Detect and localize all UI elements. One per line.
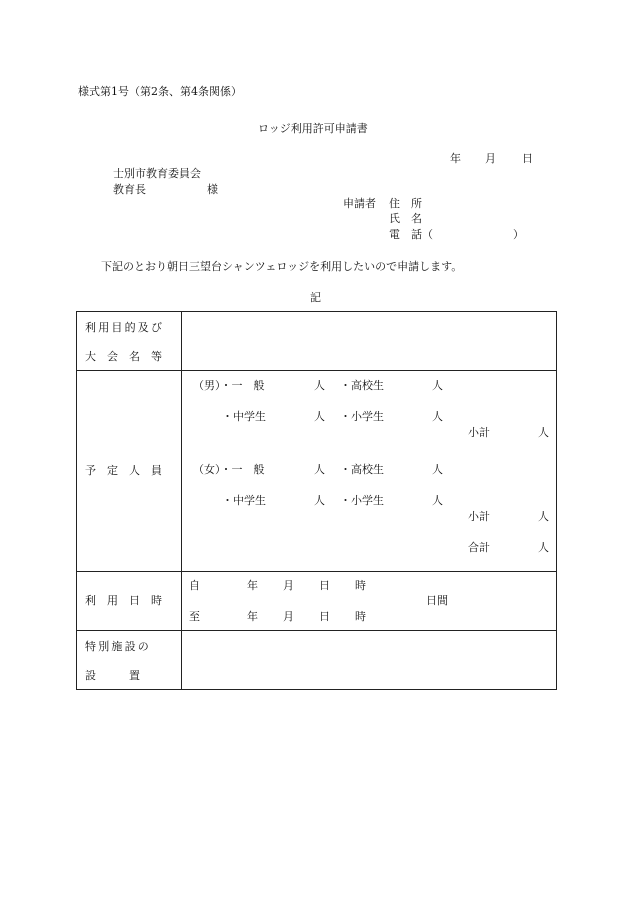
people-label: 予 定 人 員 <box>85 464 162 477</box>
address-label: 住 所 <box>389 197 422 210</box>
phone-close: ） <box>513 228 524 241</box>
from-day: 日 <box>319 579 330 592</box>
date-year-label: 年 <box>450 152 461 165</box>
addressee-org: 士別市教育委員会 <box>113 167 201 180</box>
date-day-label: 日 <box>522 152 533 165</box>
female-middle-label: ・中学生 <box>222 494 266 507</box>
to-month: 月 <box>283 610 294 623</box>
from-month: 月 <box>283 579 294 592</box>
purpose-label-line1: 利用目的及び <box>85 321 165 334</box>
male-subtotal-label: 小計 <box>468 426 490 439</box>
male-middle-label: ・中学生 <box>222 410 266 423</box>
phone-label: 電 話（ <box>389 228 433 241</box>
male-middle-unit: 人 <box>314 410 325 423</box>
honorific: 様 <box>207 183 218 196</box>
male-general-label: （男）・一 般 <box>193 379 265 392</box>
date-label: 利 用 日 時 <box>85 594 162 607</box>
form-title: ロッジ利用許可申請書 <box>258 122 368 135</box>
to-year: 年 <box>247 610 258 623</box>
total-unit: 人 <box>538 541 549 554</box>
applicant-label: 申請者 <box>343 197 376 210</box>
female-general-unit: 人 <box>314 463 325 476</box>
facility-label-line1: 特別施設の <box>85 640 151 653</box>
from-year: 年 <box>247 579 258 592</box>
female-high-label: ・高校生 <box>340 463 384 476</box>
female-subtotal-label: 小計 <box>468 510 490 523</box>
ki-label: 記 <box>310 291 321 304</box>
table-rule <box>76 571 557 572</box>
total-label: 合計 <box>468 541 490 554</box>
table-rule <box>76 370 557 371</box>
table-border-top <box>76 311 557 312</box>
male-elem-unit: 人 <box>432 410 443 423</box>
male-high-label: ・高校生 <box>340 379 384 392</box>
from-hour: 時 <box>355 579 366 592</box>
purpose-label-line2: 大 会 名 等 <box>85 350 162 363</box>
table-border-bottom <box>76 689 557 690</box>
form-number: 様式第1号（第2条、第4条関係） <box>78 85 242 98</box>
to-label: 至 <box>189 610 200 623</box>
male-high-unit: 人 <box>432 379 443 392</box>
days-label: 日間 <box>426 594 448 607</box>
male-subtotal-unit: 人 <box>538 426 549 439</box>
male-elem-label: ・小学生 <box>340 410 384 423</box>
name-label: 氏 名 <box>389 212 422 225</box>
table-divider <box>181 311 182 690</box>
female-general-label: （女）・一 般 <box>193 463 265 476</box>
female-subtotal-unit: 人 <box>538 510 549 523</box>
to-day: 日 <box>319 610 330 623</box>
female-elem-unit: 人 <box>432 494 443 507</box>
table-border-left <box>76 311 77 690</box>
to-hour: 時 <box>355 610 366 623</box>
addressee-person: 教育長 <box>113 183 146 196</box>
body-text: 下記のとおり朝日三望台シャンツェロッジを利用したいので申請します。 <box>101 260 463 273</box>
male-general-unit: 人 <box>314 379 325 392</box>
table-rule <box>76 630 557 631</box>
female-middle-unit: 人 <box>314 494 325 507</box>
date-month-label: 月 <box>485 152 496 165</box>
female-elem-label: ・小学生 <box>340 494 384 507</box>
female-high-unit: 人 <box>432 463 443 476</box>
from-label: 自 <box>189 579 200 592</box>
facility-label-line2: 設 置 <box>85 669 140 682</box>
table-border-right <box>556 311 557 690</box>
